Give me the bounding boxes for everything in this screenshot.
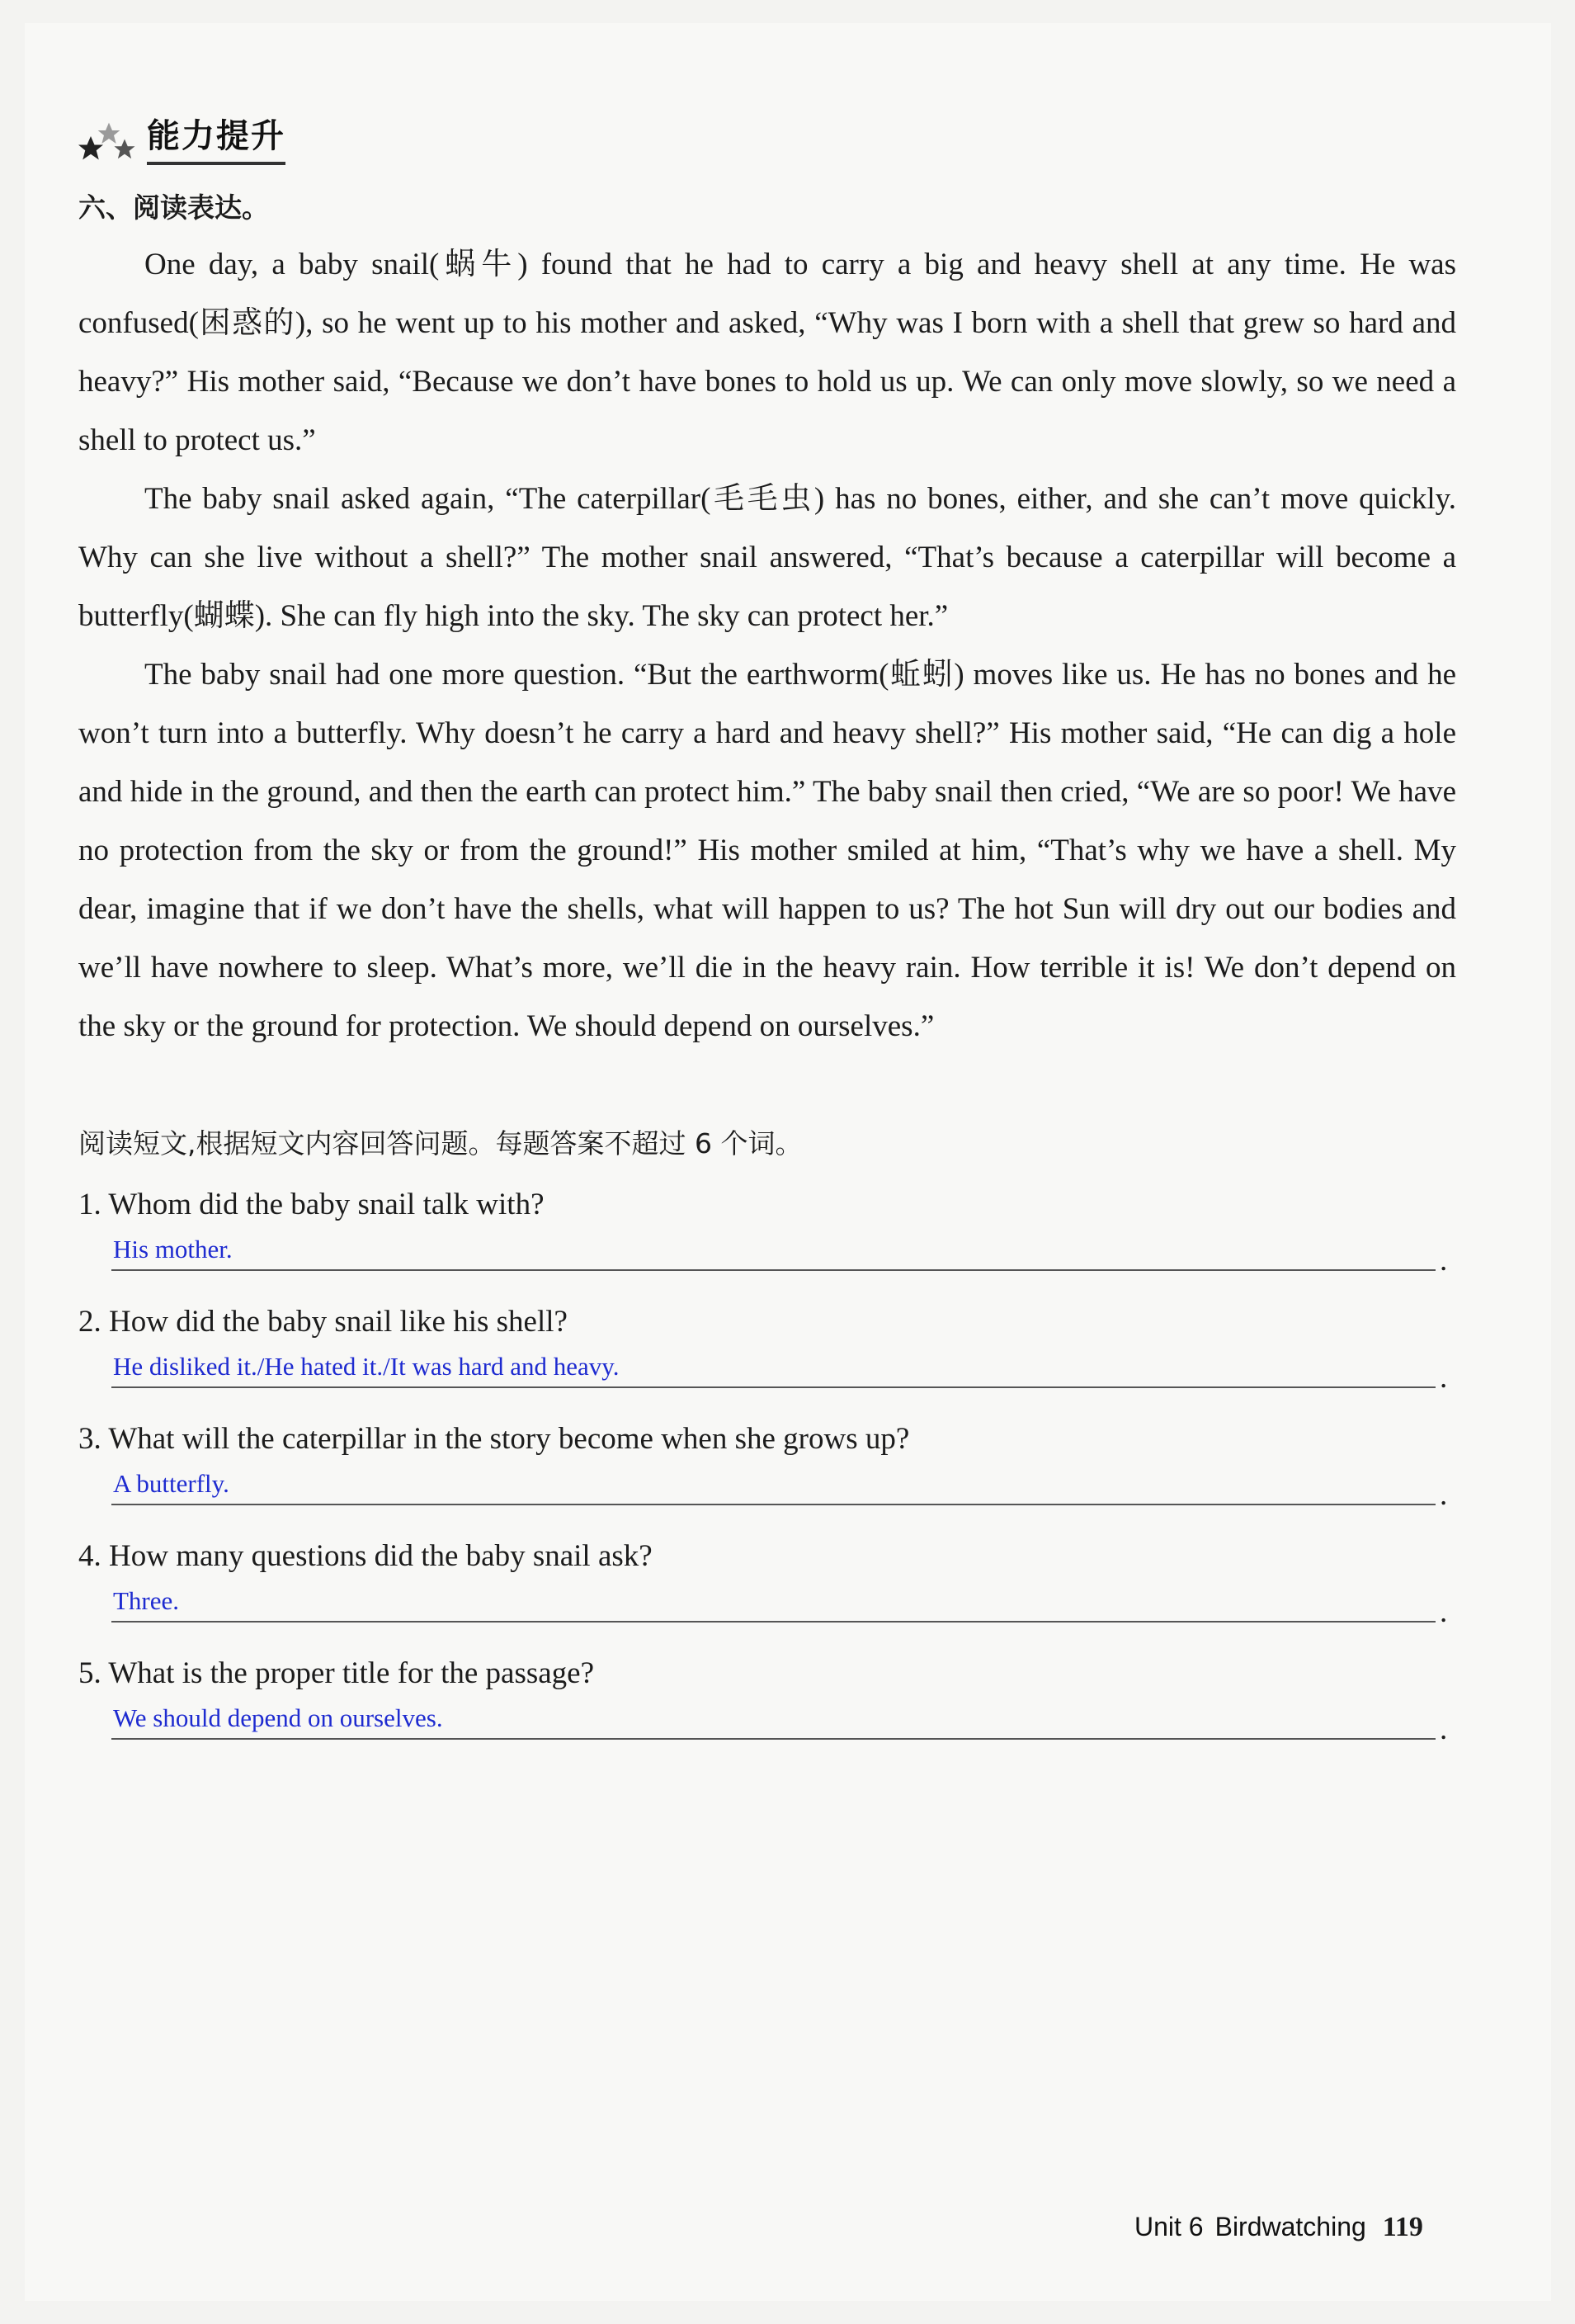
question-item: [78, 1297, 1473, 1396]
answer-field: [78, 1347, 1473, 1396]
page-number: 119: [1382, 2212, 1423, 2242]
answer-end-mark: .: [1440, 1595, 1448, 1629]
answer-line: [111, 1621, 1436, 1623]
answer-text: He disliked it./He hated it./It was hard and heavy.: [113, 1352, 620, 1381]
page-footer: [1134, 2212, 1423, 2243]
stars-icon: [76, 116, 147, 165]
question-item: [78, 1180, 1473, 1279]
answer-text: His mother.: [113, 1235, 233, 1264]
reading-passage: [78, 235, 1456, 1056]
answer-field: [78, 1464, 1473, 1514]
section-title: 能力提升: [147, 110, 285, 165]
passage-paragraph: One day, a baby snail(蜗牛) found that he had to carry a big and heavy shell at any time. He was confused(困惑的), so he went up to his mother and asked, “Why was I born with a shell that grew so hard and heavy?” His mother said, “Because we don’t have bones to hold us up. We can only move slowly, so we need a shell to protect us.”: [78, 248, 1456, 457]
answer-text: Three.: [113, 1586, 180, 1615]
answer-field: [78, 1698, 1473, 1748]
question-item: [78, 1649, 1473, 1748]
part-label: 六、阅读表达。: [78, 191, 269, 224]
passage-paragraph: The baby snail asked again, “The caterpillar(毛毛虫) has no bones, either, and she can’t move quickly. Why can she live without a shell?” The mother snail answered, “That’s because a caterpillar will become a butterfly(蝴蝶). She can fly high into the sky. The sky can protect her.”: [78, 482, 1456, 633]
instructions: 阅读短文,根据短文内容回答问题。每题答案不超过 6 个词。: [78, 1127, 803, 1160]
passage-paragraph: The baby snail had one more question. “But the earthworm(蚯蚓) moves like us. He has no bones and he won’t turn into a butterfly. Why doesn’t he carry a hard and heavy shell?” His mother said, “He can dig a hole and hide in the ground, and then the earth can protect him.” The baby snail then cried, “We are so poor! We have no protection from the sky or from the ground!” His mother smiled at him, “That’s why we have a shell. My dear, imagine that if we don’t have the shells, what will happen to us? The hot Sun will dry out our bodies and we’ll have nowhere to sleep. What’s more, we’ll die in the heavy rain. How terrible it is! We don’t depend on the sky or the ground for protection. We should depend on ourselves.”: [78, 658, 1456, 1043]
question-item: [78, 1415, 1473, 1514]
question-text: 1. Whom did the baby snail talk with?: [78, 1188, 545, 1221]
question-item: [78, 1532, 1473, 1631]
answer-field: [78, 1230, 1473, 1279]
answer-line: [111, 1504, 1436, 1505]
question-text: 2. How did the baby snail like his shell?: [78, 1305, 568, 1339]
answer-text: We should depend on ourselves.: [113, 1703, 443, 1732]
section-header: [76, 114, 285, 165]
answer-end-mark: .: [1440, 1361, 1448, 1395]
question-text: 4. How many questions did the baby snail ask?: [78, 1539, 653, 1573]
answer-field: [78, 1581, 1473, 1631]
question-text: 5. What is the proper title for the passage?: [78, 1656, 595, 1690]
question-text: 3. What will the caterpillar in the story become when she grows up?: [78, 1422, 910, 1456]
answer-line: [111, 1738, 1436, 1740]
answer-text: A butterfly.: [113, 1469, 229, 1498]
footer-unit: Unit 6: [1134, 2212, 1204, 2241]
answer-line: [111, 1386, 1436, 1388]
answer-end-mark: .: [1440, 1712, 1448, 1746]
answer-end-mark: .: [1440, 1244, 1448, 1278]
answer-line: [111, 1269, 1436, 1271]
answer-end-mark: .: [1440, 1478, 1448, 1512]
footer-unit-title: Birdwatching: [1214, 2212, 1366, 2241]
